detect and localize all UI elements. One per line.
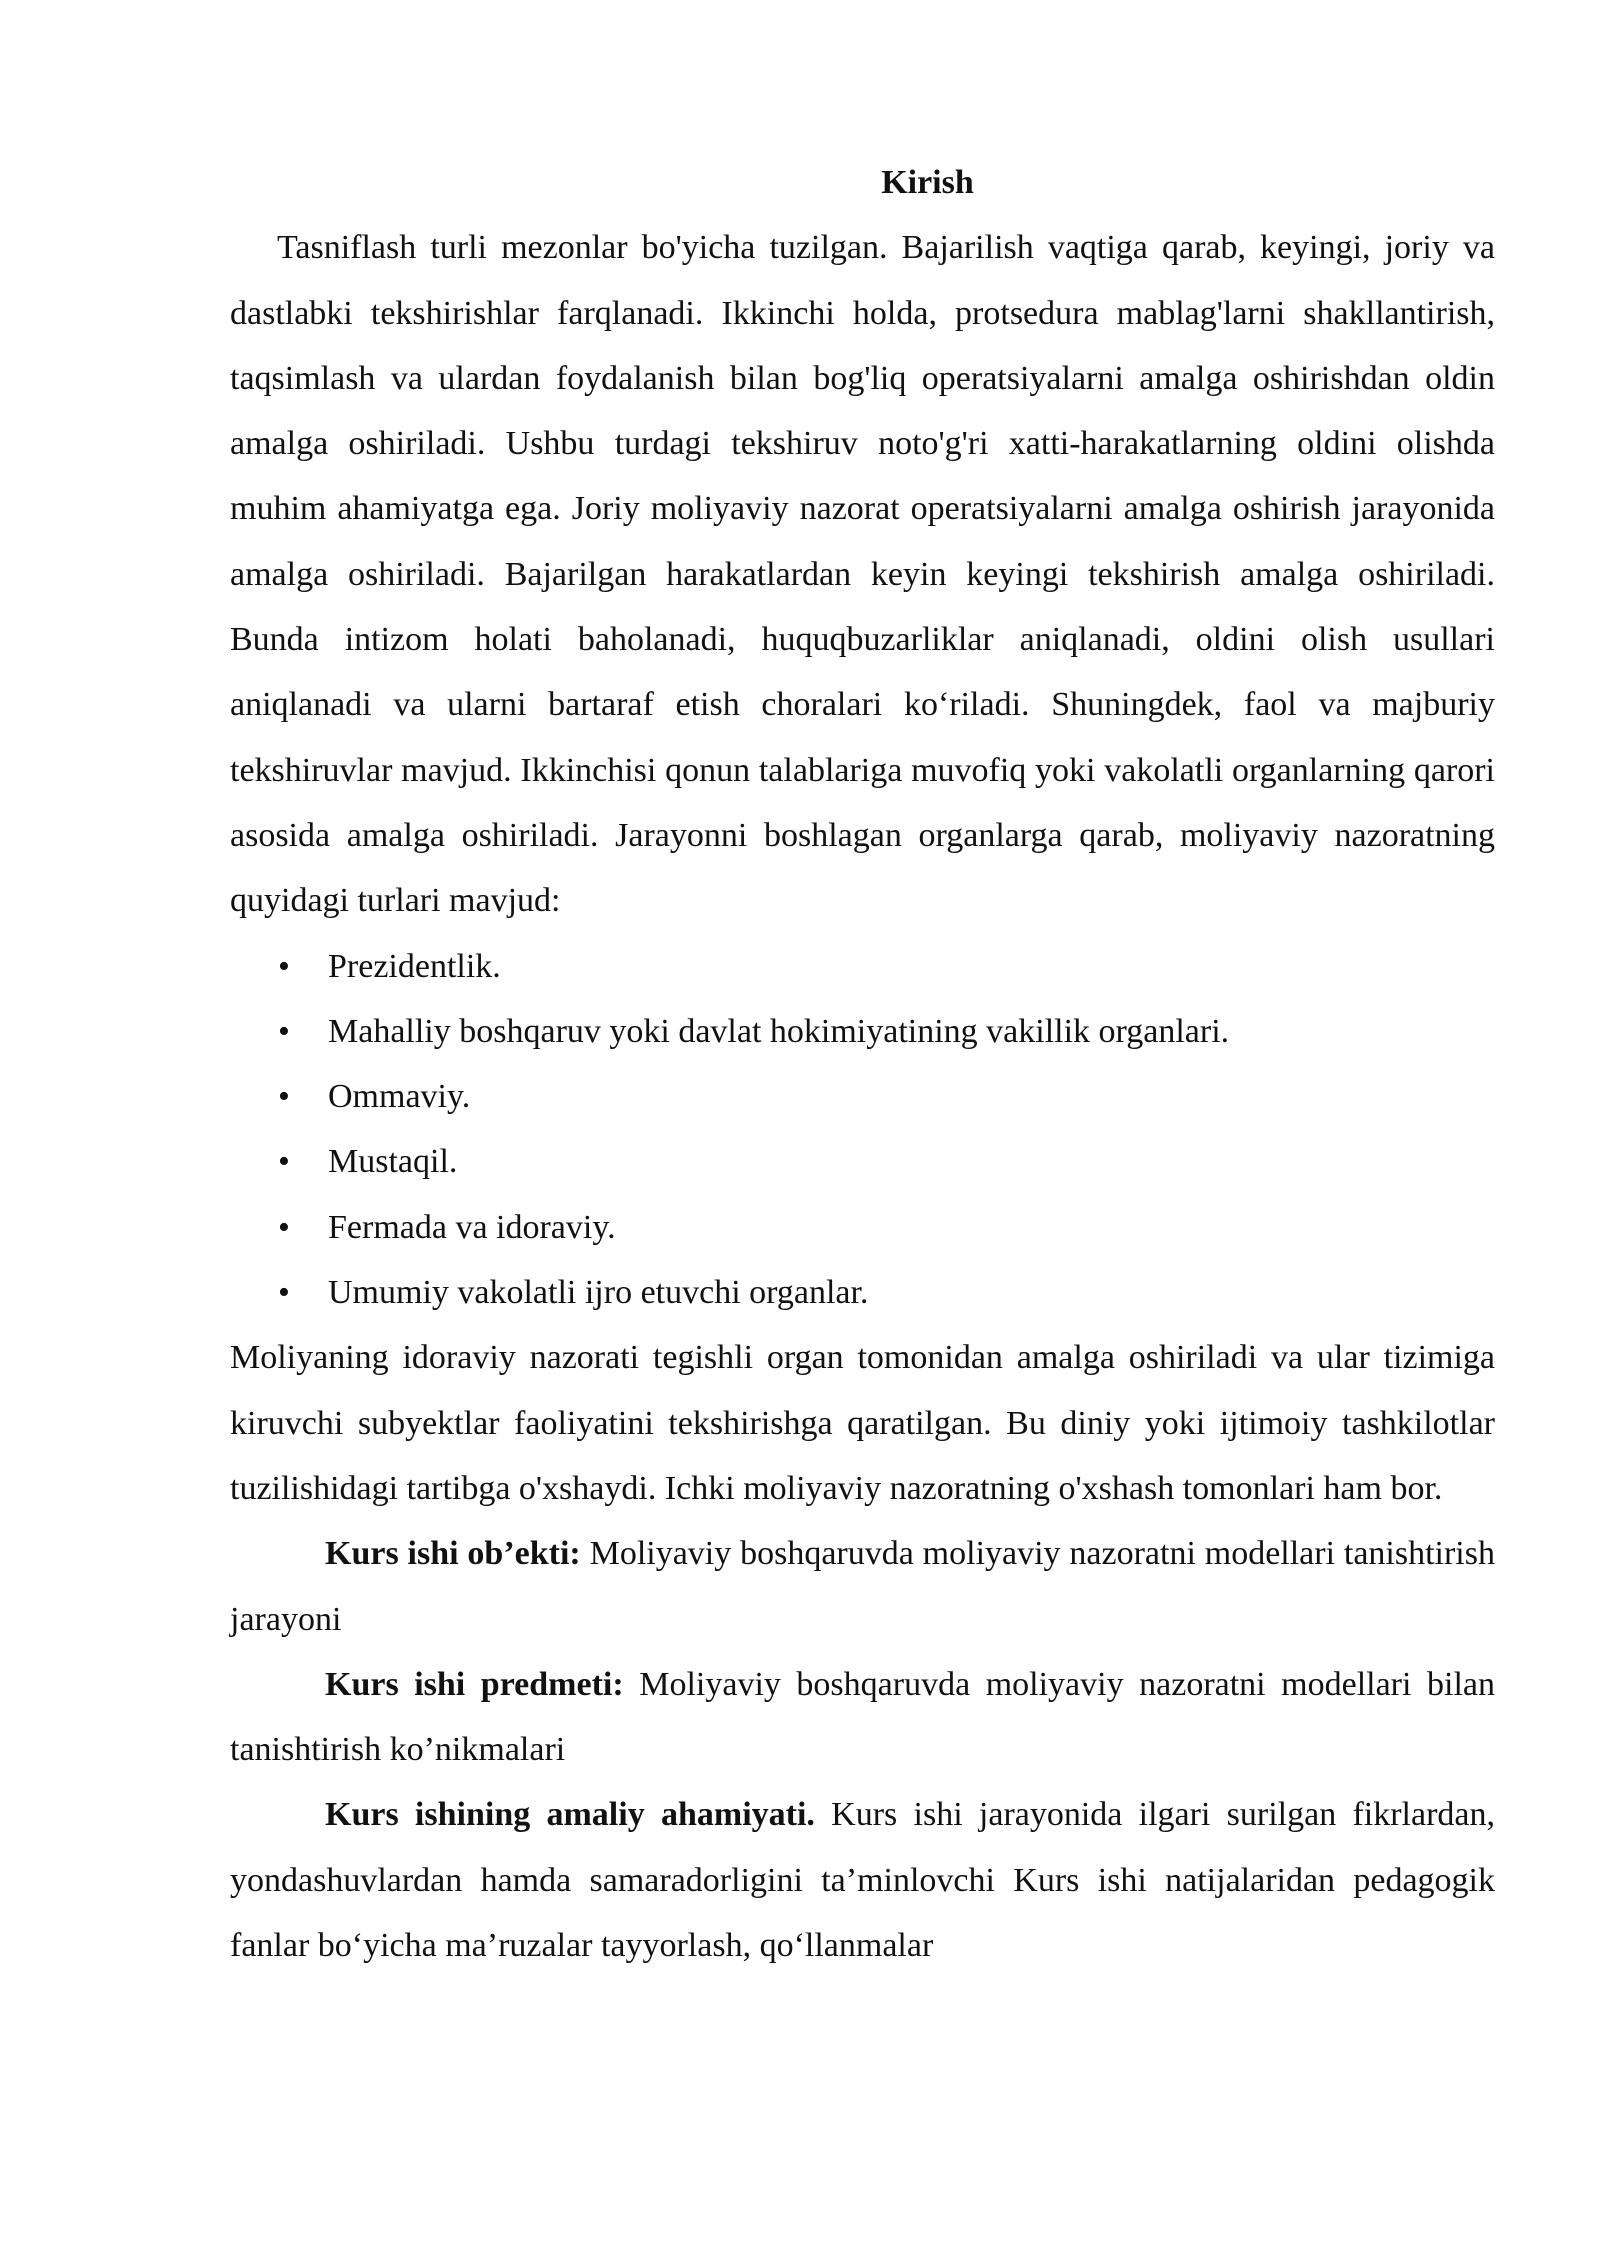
list-item xyxy=(230,934,1495,999)
list-item-text: Umumiy vakolatli ijro etuvchi organlar. xyxy=(328,1274,869,1312)
list-item-text: Ommaviy. xyxy=(328,1078,471,1116)
bullet-icon: • xyxy=(278,1012,290,1050)
course-subject-paragraph xyxy=(230,1652,1495,1783)
bullet-icon: • xyxy=(278,1078,290,1116)
list-item xyxy=(230,1064,1495,1129)
course-object-text: Moliyaviy boshqaruvda moliyaviy nazoratni modellari tanishtirish jarayoni xyxy=(230,1535,1495,1638)
course-subject-text: Moliyaviy boshqaruvda moliyaviy nazoratni modellari bilan tanishtirish ko’nikmalari xyxy=(230,1665,1495,1769)
list-item xyxy=(230,1260,1495,1325)
course-subject-label: Kurs ishi predmeti: xyxy=(325,1665,624,1703)
practical-significance-label: Kurs ishining amaliy ahamiyati. xyxy=(325,1796,815,1834)
organ-types-list xyxy=(230,934,1495,1326)
bullet-icon: • xyxy=(278,1274,290,1312)
document-page xyxy=(230,150,1495,1978)
control-paragraph: Moliyaning idoraviy nazorati tegishli organ tomonidan amalga oshiriladi va ular tizimiga kiruvchi subyektlar faoliyatini tekshirishga qaratilgan. Bu diniy yoki ijtimoiy tashkilotlar tuzilishidagi tartibga o'xshaydi. Ichki moliyaviy nazoratning o'xshash tomonlari ham bor. xyxy=(230,1339,1495,1507)
list-item-text: Fermada va idoraviy. xyxy=(328,1208,616,1246)
practical-significance-text: Kurs ishi jarayonida ilgari surilgan fikrlardan, yondashuvlardan hamda samaradorligini ta’minlovchi Kurs ishi natijalaridan pedagogik fanlar bo‘yicha ma’ruzalar tayyorlash, qo‘llanmalar xyxy=(230,1796,1495,1965)
bullet-icon: • xyxy=(278,1143,290,1181)
course-object-paragraph xyxy=(230,1521,1495,1652)
list-item xyxy=(230,1195,1495,1260)
list-item-text: Mustaqil. xyxy=(328,1143,458,1181)
intro-paragraph: Tasniflash turli mezonlar bo'yicha tuzilgan. Bajarilish vaqtiga qarab, keyingi, joriy va dastlabki tekshirishlar farqlanadi. Ikkinchi holda, protsedura mablag'larni shakllantirish, taqsimlash va ulardan foydalanish bilan bog'liq operatsiyalarni amalga oshirishdan oldin amalga oshiriladi. Ushbu turdagi tekshiruv noto'g'ri xatti-harakatlarning oldini olishda muhim ahamiyatga ega. Joriy moliyaviy nazorat operatsiyalarni amalga oshirish jarayonida amalga oshiriladi. Bajarilgan harakatlardan keyin keyingi tekshirish amalga oshiriladi. Bunda intizom holati baholanadi, huquqbuzarliklar aniqlanadi, oldini olish usullari aniqlanadi va ularni bartaraf etish choralari ko‘riladi. Shuningdek, faol va majburiy tekshiruvlar mavjud. Ikkinchisi qonun talablariga muvofiq yoki vakolatli organlarning qarori asosida amalga oshiriladi. Jarayonni boshlagan organlarga qarab, moliyaviy nazoratning quyidagi turlari mavjud: xyxy=(230,229,1495,920)
list-item xyxy=(230,999,1495,1064)
bullet-icon: • xyxy=(278,947,290,985)
page-title: Kirish xyxy=(881,164,974,201)
list-item-text: Mahalliy boshqaruv yoki davlat hokimiyatining vakillik organlari. xyxy=(328,1012,1230,1050)
course-object-label: Kurs ishi ob’ekti: xyxy=(325,1535,581,1573)
list-item-text: Prezidentlik. xyxy=(328,947,501,985)
list-item xyxy=(230,1129,1495,1194)
practical-significance-paragraph xyxy=(230,1782,1495,1978)
bullet-icon: • xyxy=(278,1208,290,1246)
